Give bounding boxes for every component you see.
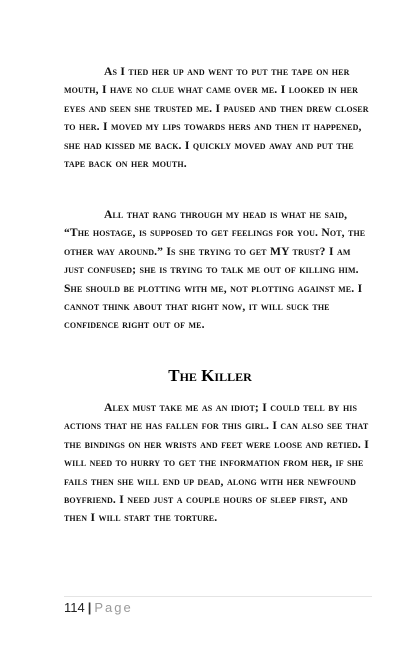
section-heading: The Killer (168, 366, 252, 385)
paragraph-text: As I tied her up and went to put the tape on her mouth, I have no clue what came over me. I looked in her eyes and seen she trusted me. I paused and then drew closer to her. I moved my lips towards hers and then it happened, she had kissed me back. I quickly moved away and put the tape back on her mouth. (64, 65, 369, 171)
page-footer (64, 600, 133, 616)
footer-separator: | (87, 600, 92, 615)
page-number: 114 (64, 600, 85, 615)
body-paragraph-1 (64, 63, 372, 173)
paragraph-text: All that rang through my head is what he said, “The hostage, is supposed to get feelings for you. Not, the other way around.” Is she trying to get MY trust? I am just confused; she is trying to talk me out of killing him. She should be plotting with me, not plotting against me. I cannot think about that right now, it will suck the confidence right out of me. (64, 208, 366, 332)
section-paragraph (64, 399, 372, 528)
body-paragraph-2 (64, 206, 372, 335)
page-label: Page (94, 600, 133, 615)
footer-divider (64, 596, 372, 597)
paragraph-text: Alex must take me as an idiot; I could tell by his actions that he has fallen for this girl. I can also see that the bindings on her wrists and feet were loose and retied. I will need to hurry to get the information from her, if she fails then she will end up dead, along with her newfound boyfriend. I need just a couple hours of sleep first, and then I will start the torture. (64, 401, 369, 525)
